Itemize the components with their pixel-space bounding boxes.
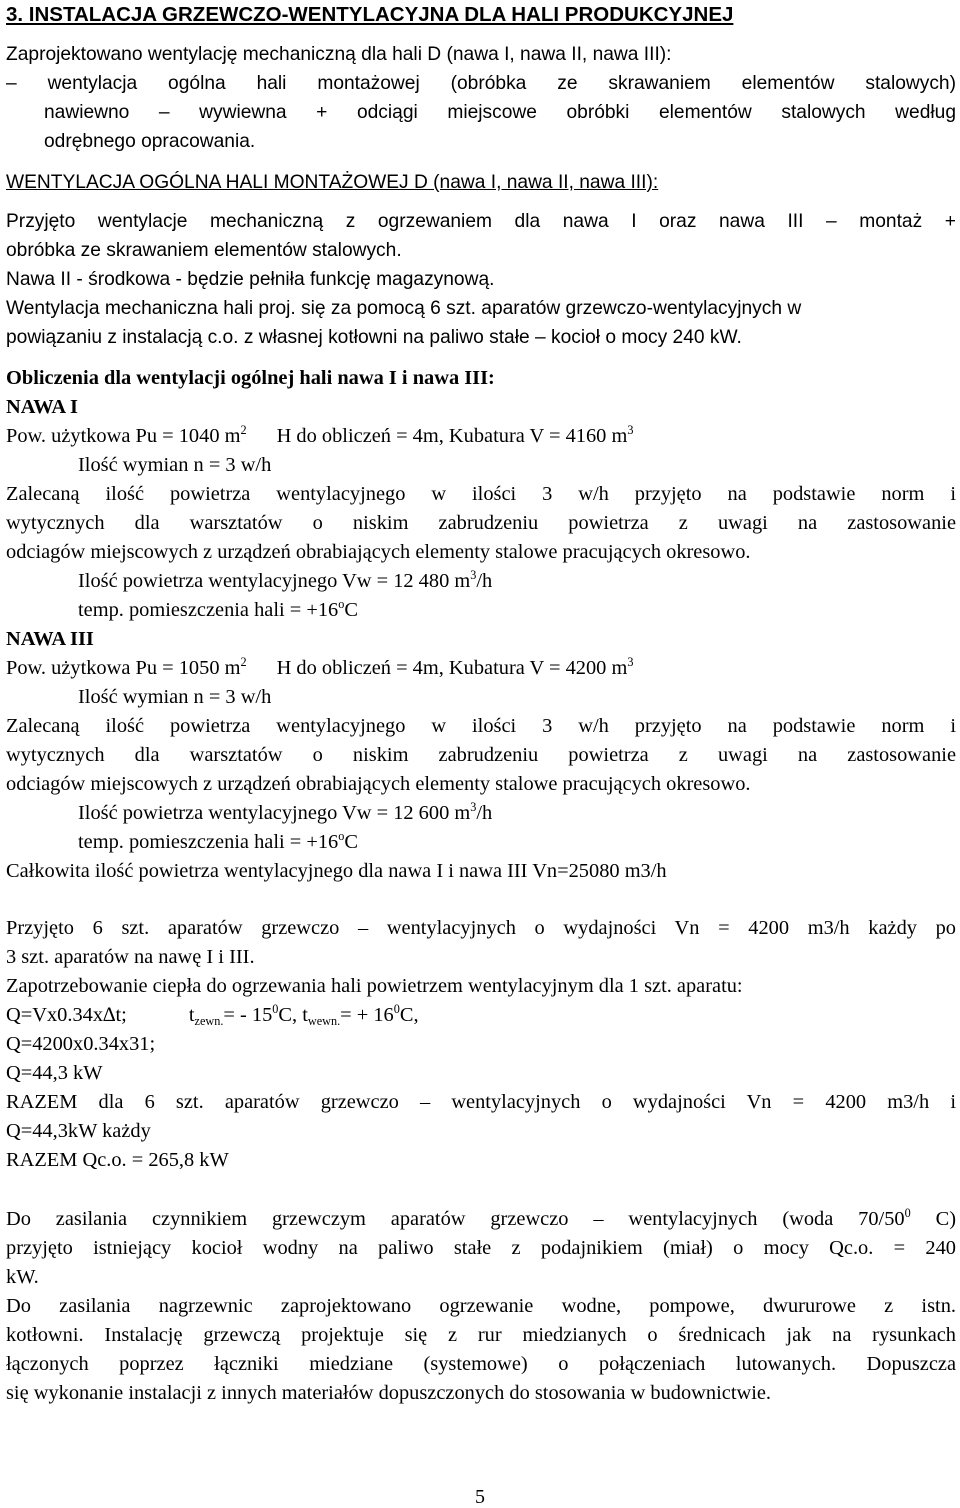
nawa3-exchanges: Ilość wymian n = 3 w/h xyxy=(78,686,272,708)
intro-line: – wentylacja ogólna hali montażowej (obróbka ze skrawaniem elementów stalowych) xyxy=(6,73,956,94)
intro-line: odrębnego opracowania. xyxy=(44,131,256,152)
nawa3-heading: NAWA III xyxy=(6,628,94,650)
nawa1-area-line: Pow. użytkowa Pu = 1040 $m^2$ H do obliczeń = 4m, Kubatura V = 4160 $m^3$ xyxy=(6,423,634,447)
nawa1-rec-line: wytycznych dla warsztatów o niskim zabrudzeniu powietrza z uwagi na zastosowanie xyxy=(6,512,956,534)
supply-line: kotłowni. Instalację grzewczą projektuje się z rur miedzianych o średnicach jak na rysunkach xyxy=(6,1324,956,1346)
calculation-section xyxy=(6,364,956,886)
nawa1-heading: NAWA I xyxy=(6,396,78,418)
nawa1-rec-line: odciagów miejscowych z urządzeń obrabiających elementy stalowe pracujących okresowo. xyxy=(6,541,751,563)
document-page xyxy=(6,0,956,1408)
intro-paragraph xyxy=(6,40,956,156)
supply-line: się wykonanie instalacji z innych materiałów dopuszczonych do stosowania w budownictwie. xyxy=(6,1382,772,1404)
supply-line: przyjęto istniejący kocioł wodny na paliwo stałe z podajnikiem (miał) o mocy Qc.o. = 240 xyxy=(6,1237,956,1259)
supply-line: Do zasilania czynnikiem grzewczym aparatów grzewczo – wentylacyjnych (woda $70/50^0$ C) xyxy=(6,1206,956,1230)
general-line: Wentylacja mechaniczna hali proj. się za pomocą 6 szt. aparatów grzewczo-wentylacyjnych w xyxy=(6,298,802,319)
nawa3-rec-line: wytycznych dla warsztatów o niskim zabrudzeniu powietrza z uwagi na zastosowanie xyxy=(6,744,956,766)
formula-line: Q=Vx0.34x∆t; $t_{zewn.}= - 15^0C$, $t_{wewn.}= + 16^0C$, xyxy=(6,1002,419,1028)
razem-line: Q=44,3kW każdy xyxy=(6,1120,151,1142)
nawa3-rec-line: Zalecaną ilość powietrza wentylacyjnego w ilości 3 w/h przyjęto na podstawie norm i xyxy=(6,715,956,737)
units-line: Przyjęto 6 szt. aparatów grzewczo – wentylacyjnych o wydajności Vn = 4200 m3/h każdy po xyxy=(6,917,956,939)
general-line: Nawa II - środkowa - będzie pełniła funkcję magazynową. xyxy=(6,269,495,290)
units-line: 3 szt. aparatów na nawę I i III. xyxy=(6,946,255,968)
general-line: Przyjęto wentylacje mechaniczną z ogrzewaniem dla nawa I oraz nawa III – montaż + xyxy=(6,211,956,232)
supply-line: łączonych poprzez łączniki miedziane (systemowe) o połączeniach lutowanych. Dopuszcza xyxy=(6,1353,956,1375)
units-line: Zapotrzebowanie ciepła do ogrzewania hali powietrzem wentylacyjnym dla 1 szt. aparatu: xyxy=(6,975,743,997)
nawa1-temp: temp. pomieszczenia hali = $+16^oC$ xyxy=(78,597,358,621)
nawa3-airflow: Ilość powietrza wentylacyjnego Vw = 12 600 $m^3/h$ xyxy=(78,800,493,824)
general-section xyxy=(6,168,956,352)
total-airflow: Całkowita ilość powietrza wentylacyjnego dla nawa I i nawa III Vn=25080 m3/h xyxy=(6,860,667,882)
intro-line: nawiewno – wywiewna + odciągi miejscowe obróbki elementów stalowych według xyxy=(44,102,956,123)
nawa3-area-line: Pow. użytkowa Pu = 1050 $m^2$ H do obliczeń = 4m, Kubatura V = 4200 $m^3$ xyxy=(6,655,634,679)
razem-line: RAZEM Qc.o. = 265,8 kW xyxy=(6,1149,229,1171)
calc-heading: Obliczenia dla wentylacji ogólnej hali nawa I i nawa III: xyxy=(6,367,495,389)
units-section xyxy=(6,914,956,1175)
subsection-heading: WENTYLACJA OGÓLNA HALI MONTAŻOWEJ D (nawa I, nawa II, nawa III): xyxy=(6,172,659,193)
intro-line: Zaprojektowano wentylację mechaniczną dla hali D (nawa I, nawa II, nawa III): xyxy=(6,44,672,65)
section-title: 3. INSTALACJA GRZEWCZO-WENTYLACYJNA DLA HALI PRODUKCYJNEJ xyxy=(6,3,734,26)
razem-line: RAZEM dla 6 szt. aparatów grzewczo – wentylacyjnych o wydajności Vn = 4200 m3/h i xyxy=(6,1091,956,1113)
formula-line: Q=44,3 kW xyxy=(6,1062,103,1084)
nawa3-rec-line: odciagów miejscowych z urządzeń obrabiających elementy stalowe pracujących okresowo. xyxy=(6,773,751,795)
supply-line: kW. xyxy=(6,1266,39,1288)
general-line: powiązaniu z instalacją c.o. z własnej kotłowni na paliwo stałe – kocioł o mocy 240 kW. xyxy=(6,327,742,348)
nawa1-rec-line: Zalecaną ilość powietrza wentylacyjnego w ilości 3 w/h przyjęto na podstawie norm i xyxy=(6,483,956,505)
nawa1-airflow: Ilość powietrza wentylacyjnego Vw = 12 480 $m^3/h$ xyxy=(78,568,493,592)
formula-line: Q=4200x0.34x31; xyxy=(6,1033,156,1055)
supply-section xyxy=(6,1205,956,1408)
nawa1-exchanges: Ilość wymian n = 3 w/h xyxy=(78,454,272,476)
general-line: obróbka ze skrawaniem elementów stalowych. xyxy=(6,240,402,261)
page-number: 5 xyxy=(475,1486,485,1508)
supply-line: Do zasilania nagrzewnic zaprojektowano ogrzewanie wodne, pompowe, dwururowe z istn. xyxy=(6,1295,956,1317)
nawa3-temp: temp. pomieszczenia hali = $+16^oC$ xyxy=(78,829,358,853)
